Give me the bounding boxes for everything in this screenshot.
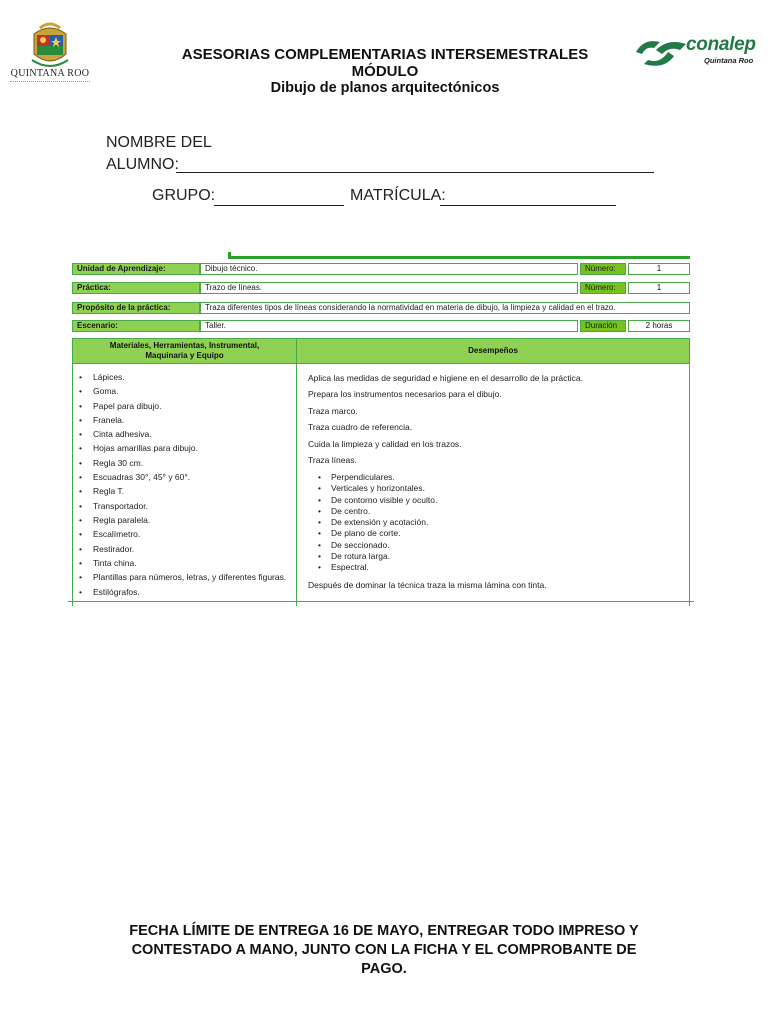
materiales-list (78, 370, 292, 599)
list-item: • Perpendiculares. (318, 472, 437, 483)
list-item: • Regla paralela. (78, 513, 292, 527)
desempeno-item: Prepara los instrumentos necesarios para el dibujo. (308, 389, 502, 399)
proposito-row (72, 302, 690, 314)
quintana-roo-logo (6, 18, 94, 93)
unidad-value: Dibujo técnico. (200, 263, 578, 275)
desempeno-item: Traza marco. (308, 406, 358, 416)
conalep-subtitle: Quintana Roo (704, 56, 754, 65)
nombre-label-line2: ALUMNO: (106, 156, 179, 173)
practica-label: Práctica: (72, 282, 200, 294)
title-line-2: MÓDULO (351, 63, 419, 80)
list-item: • Lápices. (78, 370, 292, 384)
materiales-header-text: Materiales, Herramientas, Instrumental, Maquinaria y Equipo (109, 341, 260, 360)
list-item: • Cinta adhesiva. (78, 427, 292, 441)
numero-value-1: 1 (628, 263, 690, 275)
list-item: • Verticales y horizontales. (318, 483, 437, 494)
list-item: • Tinta china. (78, 556, 292, 570)
list-item: • Goma. (78, 384, 292, 398)
list-item: • Plantillas para números, letras, y diferentes figuras. (78, 572, 292, 583)
desempenos-header: Desempeños (296, 338, 690, 364)
proposito-label: Propósito de la práctica: (72, 302, 200, 314)
desempeno-item: Traza cuadro de referencia. (308, 422, 413, 432)
escenario-row (72, 320, 690, 332)
nombre-label-line1: NOMBRE DEL (106, 134, 212, 151)
list-item: • Regla 30 cm. (78, 456, 292, 470)
list-item: • Franela. (78, 413, 292, 427)
list-item: • De rotura larga. (318, 551, 437, 562)
desempeno-item: Aplica las medidas de seguridad e higiene en el desarrollo de la práctica. (308, 373, 584, 383)
list-item: • De extensión y acotación. (318, 517, 437, 528)
list-item: • Espectral. (318, 562, 437, 573)
materiales-header (72, 338, 297, 364)
escenario-value: Taller. (200, 320, 578, 332)
list-item: • Restirador. (78, 542, 292, 556)
title-line-1: ASESORIAS COMPLEMENTARIAS INTERSEMESTRALES (181, 46, 589, 63)
quintana-roo-logo-text: QUINTANA ROO (10, 68, 90, 79)
conalep-logo (634, 30, 764, 72)
matricula-blank-line[interactable] (440, 205, 616, 206)
grupo-blank-line[interactable] (214, 205, 344, 206)
list-item: • De contorno visible y oculto. (318, 495, 437, 506)
list-item: • Escalímetro. (78, 527, 292, 541)
numero-label-1: Número: (580, 263, 626, 275)
nombre-blank-line[interactable] (176, 172, 654, 173)
state-crest-icon (28, 20, 72, 70)
desempeno-item: Cuida la limpieza y calidad en los trazos. (308, 439, 462, 449)
lineas-list (318, 472, 437, 574)
list-item: • De centro. (318, 506, 437, 517)
unidad-label: Unidad de Aprendizaje: (72, 263, 200, 275)
numero-label-2: Número: (580, 282, 626, 294)
logo-divider (10, 81, 90, 84)
list-item: • De seccionado. (318, 540, 437, 551)
conalep-emblem-icon (634, 34, 688, 66)
duracion-value: 2 horas (628, 320, 690, 332)
document-title (150, 46, 620, 97)
duracion-label: Duración (580, 320, 626, 332)
list-item: • Papel para dibujo. (78, 399, 292, 413)
deadline-notice: FECHA LÍMITE DE ENTREGA 16 DE MAYO, ENTREGAR TODO IMPRESO Y CONTESTADO A MANO, JUNTO CON LA FICHA Y EL COMPROBANTE DE PAGO. (129, 923, 639, 977)
desempeno-final: Después de dominar la técnica traza la misma lámina con tinta. (308, 580, 547, 590)
grupo-label: GRUPO: (152, 187, 216, 204)
list-item: • Escuadras 30°, 45° y 60°. (78, 470, 292, 484)
title-line-3: Dibujo de planos arquitectónicos (270, 80, 500, 96)
escenario-label: Escenario: (72, 320, 200, 332)
list-item: • Hojas amarillas para dibujo. (78, 441, 292, 455)
list-item: • De plano de corte. (318, 528, 437, 539)
list-item: • Transportador. (78, 499, 292, 513)
numero-value-2: 1 (628, 282, 690, 294)
proposito-value: Traza diferentes tipos de líneas considerando la normatividad en materia de dibujo, la limpieza y calidad en el trazo. (200, 302, 690, 314)
table-top-rule (228, 256, 690, 259)
list-item: • Regla T. (78, 484, 292, 498)
list-item: • Estilógrafos. (78, 585, 292, 599)
unidad-row (72, 263, 690, 275)
table-bottom-rule (68, 601, 694, 602)
practica-row (72, 282, 690, 294)
desempeno-item: Traza líneas. (308, 455, 357, 465)
conalep-wordmark: conalep (686, 34, 756, 55)
matricula-label: MATRÍCULA: (350, 187, 446, 204)
practica-value: Trazo de líneas. (200, 282, 578, 294)
